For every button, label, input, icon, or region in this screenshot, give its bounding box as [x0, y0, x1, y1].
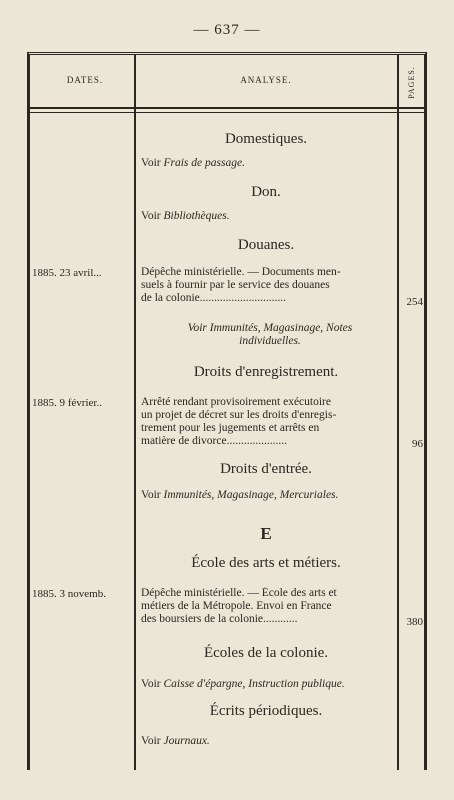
header-pages	[398, 58, 424, 106]
voir-prefix: Voir	[141, 157, 161, 169]
header-analyse: ANALYSE.	[240, 75, 292, 85]
text-line: de la colonie..............................	[141, 292, 287, 304]
voir-ecoles-colonie	[141, 678, 395, 690]
voir-douanes	[150, 322, 390, 348]
header-rule-thin	[30, 112, 424, 113]
page-ref-ecole-arts: 380	[406, 616, 423, 628]
heading-don: Don.	[251, 184, 281, 200]
voir-reference: Bibliothèques.	[163, 210, 230, 222]
text-ecole-arts	[141, 587, 393, 626]
voir-ecrits	[141, 735, 395, 747]
text-line: des boursiers de la colonie............	[141, 613, 298, 625]
text-line: Dépêche ministérielle. — École des arts et	[141, 587, 337, 599]
voir-prefix: Voir	[141, 678, 161, 690]
voir-entree	[141, 489, 395, 501]
voir-reference: Journaux.	[163, 735, 210, 747]
voir-prefix: Voir	[141, 210, 161, 222]
voir-prefix: Voir	[141, 489, 161, 501]
heading-douanes: Douanes.	[237, 237, 295, 253]
text-line: un projet de décret sur les droits d'enregis-	[141, 409, 337, 421]
header-pages-label: PAGES.	[406, 65, 416, 99]
text-enregistrement	[141, 396, 393, 448]
text-line: suels à fournir par le service des douanes	[141, 279, 330, 291]
text-line: métiers de la Métropole. Envoi en France	[141, 600, 332, 612]
header-dates: DATES.	[66, 75, 104, 85]
heading-ecole-arts: École des arts et métiers.	[191, 555, 341, 571]
column-divider-pages	[397, 55, 399, 770]
voir-reference: Immunités, Magasinage, Mercuriales.	[163, 489, 339, 501]
heading-ecoles-colonie: Écoles de la colonie.	[203, 645, 329, 661]
page-number: — 637 —	[193, 22, 261, 38]
text-line: Arrêté rendant provisoirement exécutoire	[141, 396, 331, 408]
heading-ecrits: Écrits périodiques.	[209, 703, 323, 719]
voir-reference: Caisse d'épargne, Instruction publique.	[163, 678, 345, 690]
date-douanes: 1885. 23 avril...	[32, 267, 102, 279]
heading-domestiques: Domestiques.	[224, 131, 308, 147]
voir-reference: Frais de passage.	[163, 157, 245, 169]
section-letter: E	[260, 524, 272, 543]
date-ecole-arts: 1885. 3 novemb.	[32, 588, 106, 600]
text-line: matière de divorce.....................	[141, 435, 287, 447]
heading-enregistrement: Droits d'enregistrement.	[193, 364, 339, 380]
page-ref-douanes: 254	[406, 296, 423, 308]
column-divider-dates	[134, 55, 136, 770]
voir-domestiques	[141, 157, 395, 169]
header-rule	[30, 107, 424, 109]
text-douanes	[141, 266, 393, 305]
voir-line: Voir Immunités, Magasinage, Notes	[187, 322, 353, 334]
voir-don	[141, 210, 395, 222]
page-ref-enregistrement: 96	[412, 438, 423, 450]
text-line: trement pour les jugements et arrêts en	[141, 422, 320, 434]
date-enregistrement: 1885. 9 février..	[32, 397, 102, 409]
voir-line: individuelles.	[239, 335, 301, 347]
voir-prefix: Voir	[141, 735, 161, 747]
text-line: Dépêche ministérielle. — Documents men-	[141, 266, 341, 278]
heading-entree: Droits d'entrée.	[220, 461, 312, 477]
